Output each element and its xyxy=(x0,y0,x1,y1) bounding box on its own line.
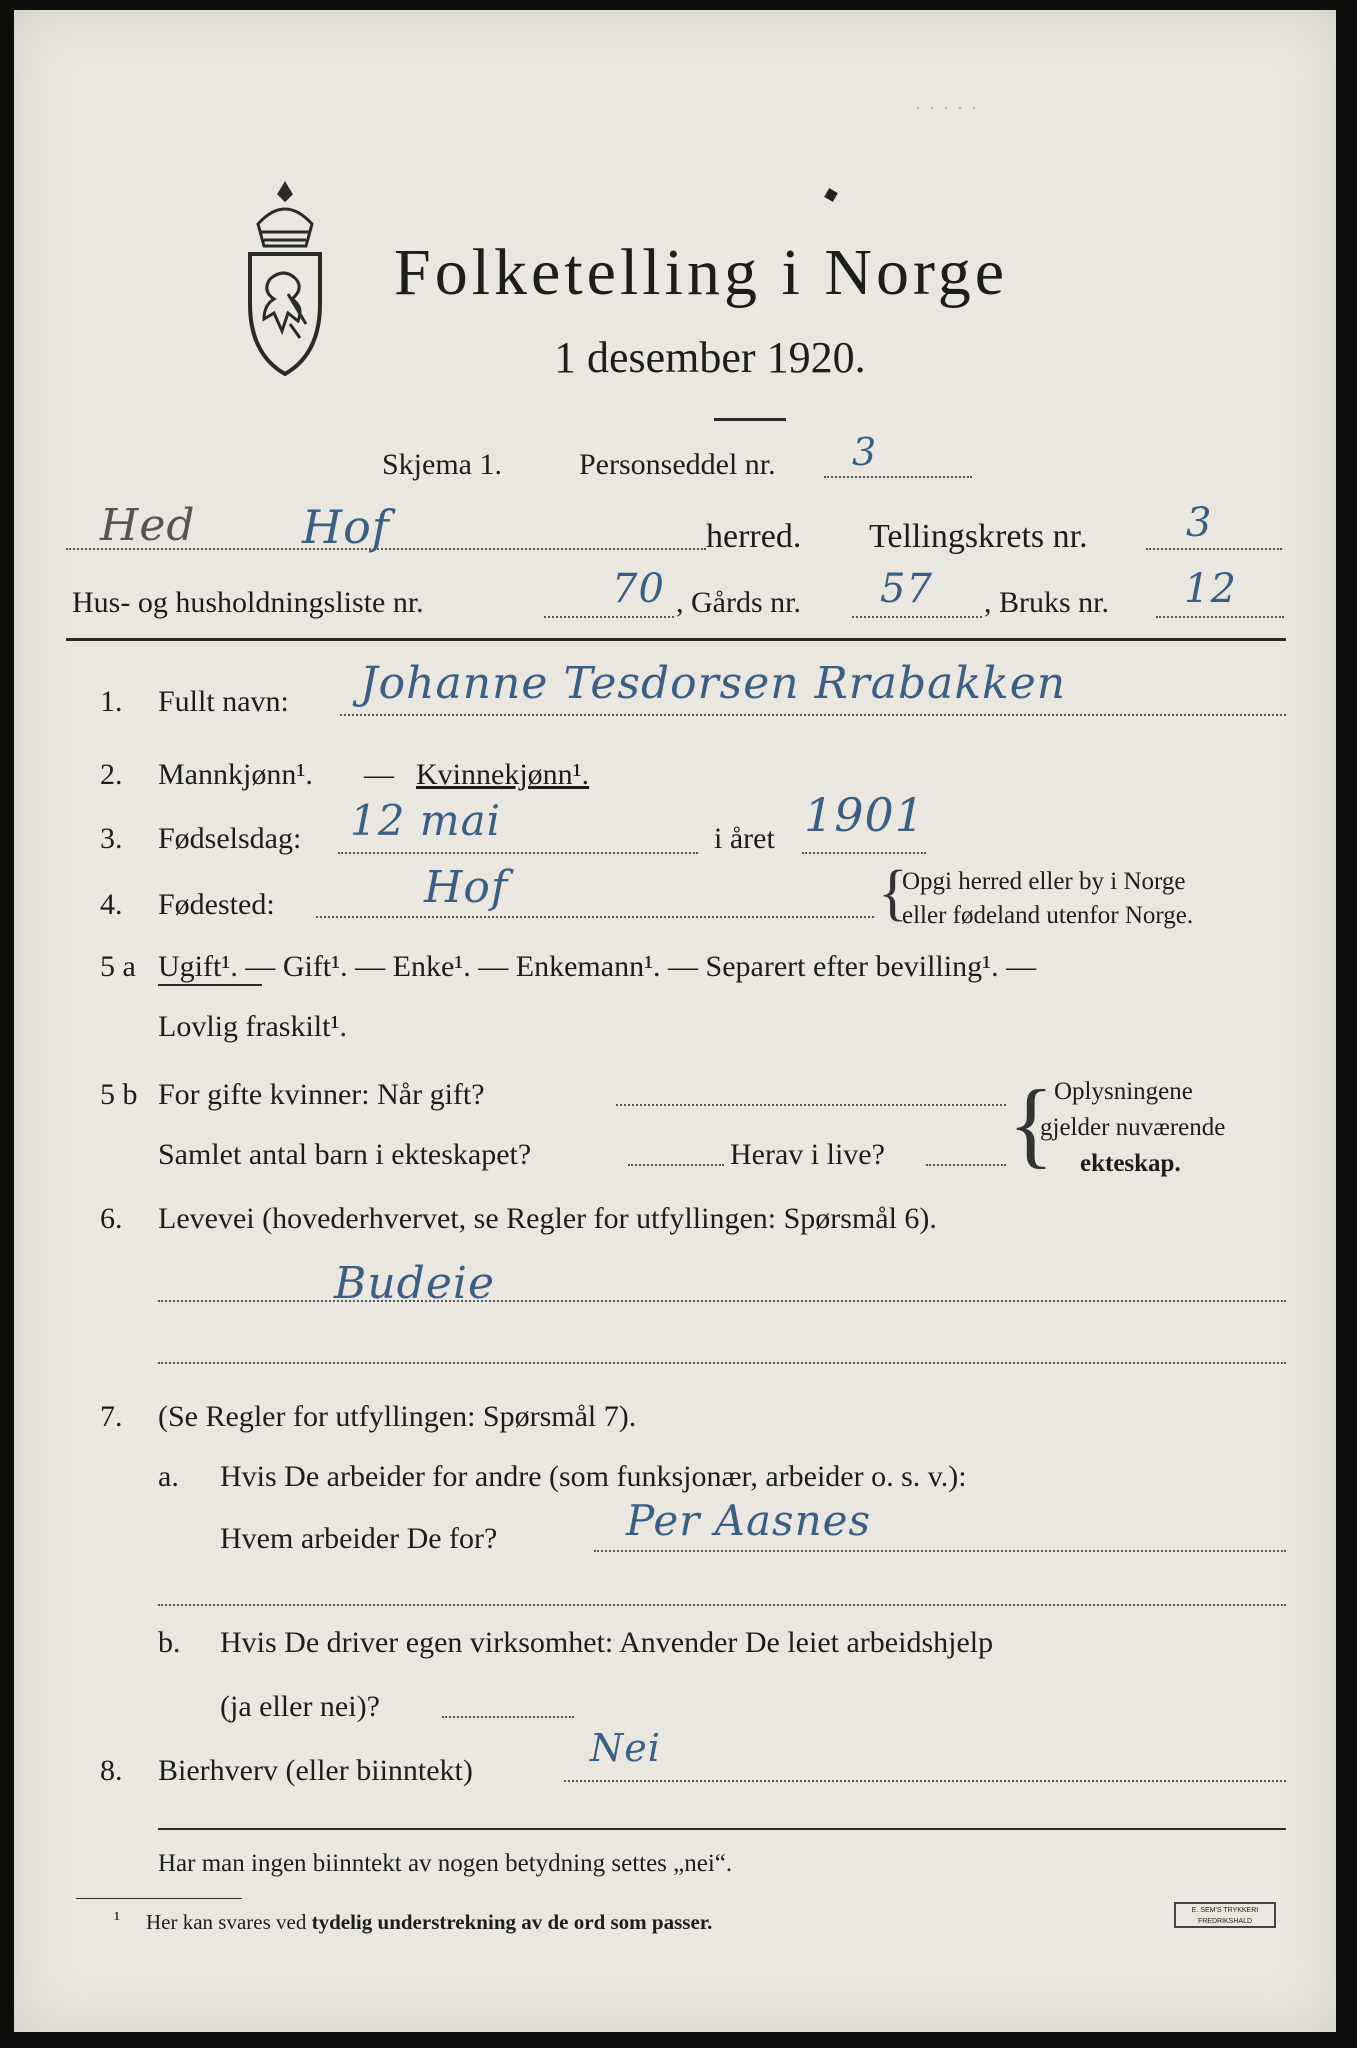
q2-number: 2. xyxy=(100,758,123,791)
q5b-children-field-line xyxy=(628,1164,724,1166)
gards-value: 57 xyxy=(880,566,933,612)
q1-label: Fullt navn: xyxy=(158,685,289,718)
q7b-field-line xyxy=(442,1716,574,1718)
q5b-note-line-2: gjelder nuværende xyxy=(1040,1114,1226,1141)
personseddel-label: Personseddel nr. xyxy=(579,448,776,481)
q1-field-line xyxy=(340,714,1286,716)
footnote-mark: ¹ xyxy=(114,1908,120,1930)
q3-year-field-line xyxy=(802,852,926,854)
footnote-text xyxy=(146,1910,712,1935)
q5a-ugift-underline xyxy=(158,984,262,986)
q5b-alive-field-line xyxy=(926,1164,1006,1166)
q1-full-name-value: Johanne Tesdorsen Rrabakken xyxy=(360,658,1067,709)
q3-number: 3. xyxy=(100,822,123,855)
tellingskrets-value: 3 xyxy=(1186,500,1213,546)
q6-occupation-value: Budeie xyxy=(334,1258,495,1309)
q5b-married-field-line xyxy=(616,1104,1006,1106)
gards-field-line xyxy=(852,616,982,618)
q8-number: 8. xyxy=(100,1754,123,1787)
q7b-line-1: Hvis De driver egen virksomhet: Anvender De leiet arbeidshjelp xyxy=(220,1626,994,1659)
herred-value-struck: Hed xyxy=(100,500,196,551)
q3-year-value: 1901 xyxy=(804,788,926,842)
footer-note: Har man ingen biinntekt av nogen betydning settes „nei“. xyxy=(158,1850,733,1877)
q5b-note-line-3: ekteskap. xyxy=(1080,1150,1181,1177)
q6-label: Levevei (hovederhvervet, se Regler for utfyllingen: Spørsmål 6). xyxy=(158,1202,937,1235)
q1-number: 1. xyxy=(100,685,123,718)
herred-value: Hof xyxy=(302,500,390,554)
footnote-bold-text: tydelig understrekning av de ord som passer. xyxy=(311,1910,713,1934)
footnote-prefix: Her kan svares ved xyxy=(146,1910,307,1934)
q7a-employer-value: Per Aasnes xyxy=(626,1496,872,1545)
title-separator xyxy=(714,418,786,421)
q8-field-line-1 xyxy=(564,1780,1286,1782)
q7a-field-line-2 xyxy=(158,1604,1286,1606)
bleed-through-text: · · · · · xyxy=(914,96,978,122)
bruks-value: 12 xyxy=(1184,566,1237,612)
gards-label: , Gårds nr. xyxy=(676,586,801,619)
q4-birthplace-value: Hof xyxy=(424,862,509,913)
q4-note-line-1: Opgi herred eller by i Norge xyxy=(902,868,1186,895)
q5a-options-line-2: Lovlig fraskilt¹. xyxy=(158,1010,347,1043)
ink-mark xyxy=(824,188,838,202)
q3-date-field-line xyxy=(338,852,698,854)
q5b-alive-label: Herav i live? xyxy=(730,1138,885,1171)
q5b-note-brace: { xyxy=(1008,1070,1055,1177)
q7b-letter: b. xyxy=(158,1626,181,1659)
q4-number: 4. xyxy=(100,888,123,921)
q8-side-income-value: Nei xyxy=(590,1726,661,1770)
census-date: 1 desember 1920. xyxy=(554,333,866,382)
q7a-field-line-1 xyxy=(594,1550,1286,1552)
census-form-sheet xyxy=(14,10,1336,2032)
q2-dash: — xyxy=(364,758,394,791)
q5b-note-line-1: Oplysningene xyxy=(1054,1078,1193,1105)
schema-label: Skjema 1. xyxy=(382,448,502,481)
personseddel-value: 3 xyxy=(852,430,878,474)
q4-field-line xyxy=(316,916,874,918)
bruks-label: , Bruks nr. xyxy=(984,586,1110,619)
q3-birthday-value: 12 mai xyxy=(350,796,502,845)
printer-stamp: E. SEM'S TRYKKERI FREDRIKSHALD xyxy=(1174,1902,1276,1928)
q4-note-brace: { xyxy=(878,859,908,927)
q6-field-line-2 xyxy=(158,1362,1286,1364)
q6-field-line-1 xyxy=(158,1300,1286,1302)
q7b-line-2: (ja eller nei)? xyxy=(220,1690,380,1723)
q5a-number: 5 a xyxy=(100,950,136,983)
tellingskrets-label: Tellingskrets nr. xyxy=(869,518,1088,555)
hus-field-line xyxy=(544,616,674,618)
q6-number: 6. xyxy=(100,1202,123,1235)
form-title: Folketelling i Norge xyxy=(394,236,1009,309)
q3-label: Fødselsdag: xyxy=(158,822,302,855)
q5b-line-1: For gifte kvinner: Når gift? xyxy=(158,1078,485,1111)
q5a-options-line-1: Ugift¹. — Gift¹. — Enke¹. — Enkemann¹. — Separert efter bevilling¹. — xyxy=(158,950,1037,983)
q3-year-label: i året xyxy=(714,822,775,855)
q8-label: Bierhverv (eller biinntekt) xyxy=(158,1754,473,1787)
q8-field-line-2 xyxy=(158,1828,1286,1830)
q7-label: (Se Regler for utfyllingen: Spørsmål 7). xyxy=(158,1400,637,1433)
coat-of-arms-icon xyxy=(230,174,340,384)
q7a-letter: a. xyxy=(158,1460,179,1493)
q5b-number: 5 b xyxy=(100,1078,138,1111)
q7a-line-2: Hvem arbeider De for? xyxy=(220,1522,498,1555)
q7-number: 7. xyxy=(100,1400,123,1433)
q4-label: Fødested: xyxy=(158,888,275,921)
personseddel-field-line xyxy=(824,476,972,478)
header-divider xyxy=(66,638,1286,641)
herred-label: herred. xyxy=(706,518,802,555)
bruks-field-line xyxy=(1156,616,1284,618)
hus-value: 70 xyxy=(612,566,665,612)
footnote-divider xyxy=(76,1898,242,1899)
q2-option-female: Kvinnekjønn¹. xyxy=(416,758,590,791)
q7a-line-1: Hvis De arbeider for andre (som funksjonær, arbeider o. s. v.): xyxy=(220,1460,967,1493)
q4-note-line-2: eller fødeland utenfor Norge. xyxy=(902,902,1194,929)
q5b-children-label: Samlet antal barn i ekteskapet? xyxy=(158,1138,532,1171)
hus-label: Hus- og husholdningsliste nr. xyxy=(72,586,424,619)
q2-option-male: Mannkjønn¹. xyxy=(158,758,313,791)
tellingskrets-field-line xyxy=(1146,548,1282,550)
